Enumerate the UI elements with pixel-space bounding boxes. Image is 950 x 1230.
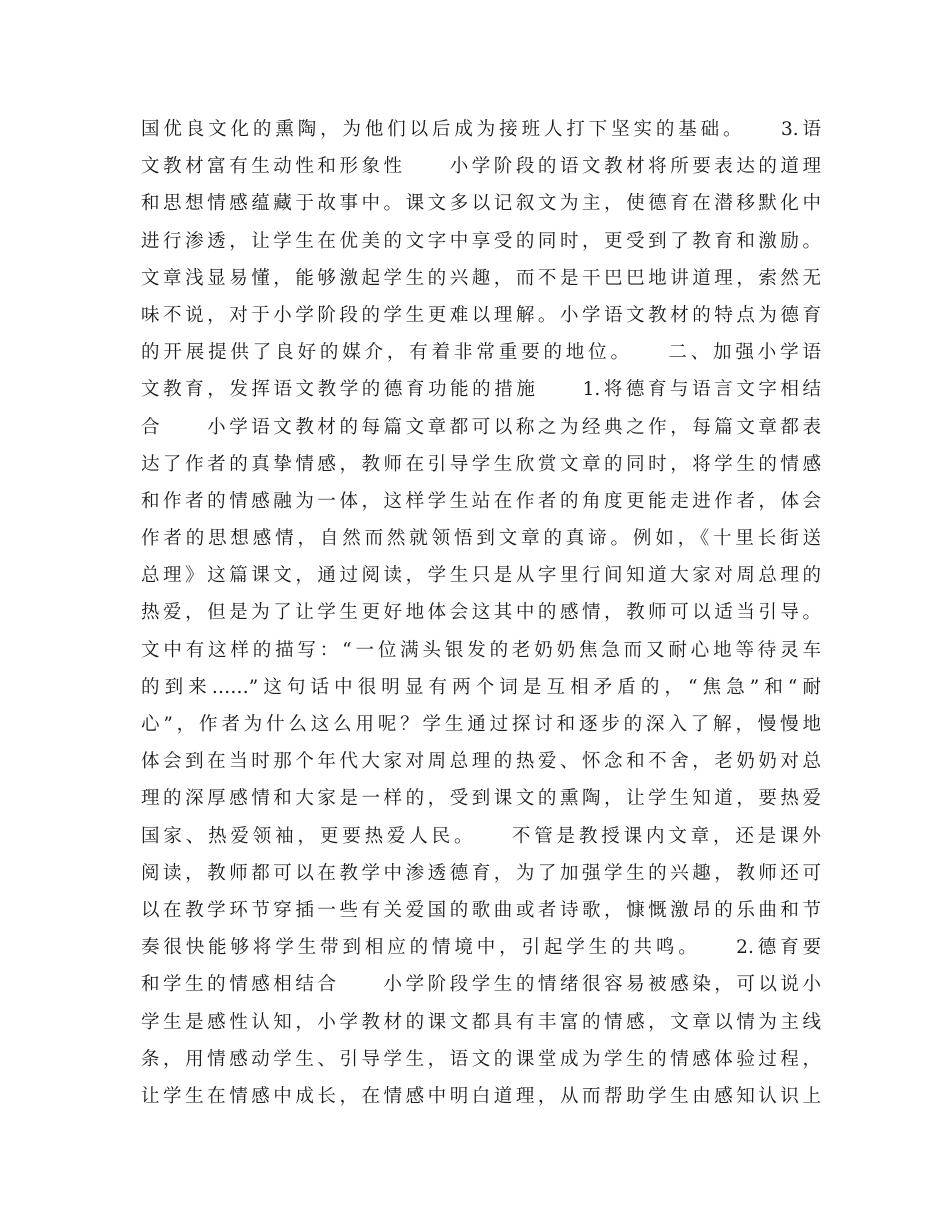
text-line: 的到来……”这句话中很明显有两个词是互相矛盾的，“焦急”和“耐 <box>141 676 821 698</box>
text-line: 文章浅显易懂，能够激起学生的兴趣，而不是干巴巴地讲道理，索然无 <box>141 267 821 289</box>
text-line: 文教材富有生动性和形象性 小学阶段的语文教材将所要表达的道理 <box>141 156 821 178</box>
text-line: 阅读，教师都可以在教学中渗透德育，为了加强学生的兴趣，教师还可 <box>141 862 821 884</box>
text-line: 以在教学环节穿插一些有关爱国的歌曲或者诗歌，慷慨激昂的乐曲和节 <box>141 899 821 921</box>
text-line: 学生是感性认知，小学教材的课文都具有丰富的情感，文章以情为主线 <box>141 1011 821 1033</box>
text-line: 奏很快能够将学生带到相应的情境中，引起学生的共鸣。 2.德育要 <box>141 937 821 959</box>
text-line: 条，用情感动学生、引导学生，语文的课堂成为学生的情感体验过程， <box>141 1048 821 1070</box>
text-line: 达了作者的真挚情感，教师在引导学生欣赏文章的同时，将学生的情感 <box>141 453 821 475</box>
text-line: 总理》这篇课文，通过阅读，学生只是从字里行间知道大家对周总理的 <box>141 565 821 587</box>
text-line: 作者的思想感情，自然而然就领悟到文章的真谛。例如，《十里长街送 <box>141 528 821 550</box>
text-line: 合 小学语文教材的每篇文章都可以称之为经典之作，每篇文章都表 <box>141 416 821 438</box>
text-line: 国优良文化的熏陶，为他们以后成为接班人打下坚实的基础。 3.语 <box>141 119 821 140</box>
text-line: 和学生的情感相结合 小学阶段学生的情绪很容易被感染，可以说小 <box>141 974 821 996</box>
text-line: 体会到在当时那个年代大家对周总理的热爱、怀念和不舍，老奶奶对总 <box>141 751 821 773</box>
text-line: 理的深厚感情和大家是一样的，受到课文的熏陶，让学生知道，要热爱 <box>141 788 821 810</box>
text-line: 和思想情感蕴藏于故事中。课文多以记叙文为主，使德育在潜移默化中 <box>141 193 821 215</box>
text-line: 和作者的情感融为一体，这样学生站在作者的角度更能走进作者，体会 <box>141 490 821 512</box>
body-text <box>141 111 821 1115</box>
text-line: 的开展提供了良好的媒介，有着非常重要的地位。 二、加强小学语 <box>141 342 821 364</box>
text-line: 国家、热爱领袖，更要热爱人民。 不管是教授课内文章，还是课外 <box>141 825 821 847</box>
text-line: 让学生在情感中成长，在情感中明白道理，从而帮助学生由感知认识上 <box>141 1085 821 1107</box>
text-line: 进行渗透，让学生在优美的文字中享受的同时，更受到了教育和激励。 <box>141 230 821 252</box>
text-line: 热爱，但是为了让学生更好地体会这其中的感情，教师可以适当引导。 <box>141 602 821 624</box>
text-line: 心”，作者为什么这么用呢？学生通过探讨和逐步的深入了解，慢慢地 <box>141 714 821 735</box>
text-line: 文中有这样的描写：“一位满头银发的老奶奶焦急而又耐心地等待灵车 <box>141 639 821 661</box>
text-line: 文教育，发挥语文教学的德育功能的措施 1.将德育与语言文字相结 <box>141 379 821 401</box>
text-line: 味不说，对于小学阶段的学生更难以理解。小学语文教材的特点为德育 <box>141 304 821 326</box>
